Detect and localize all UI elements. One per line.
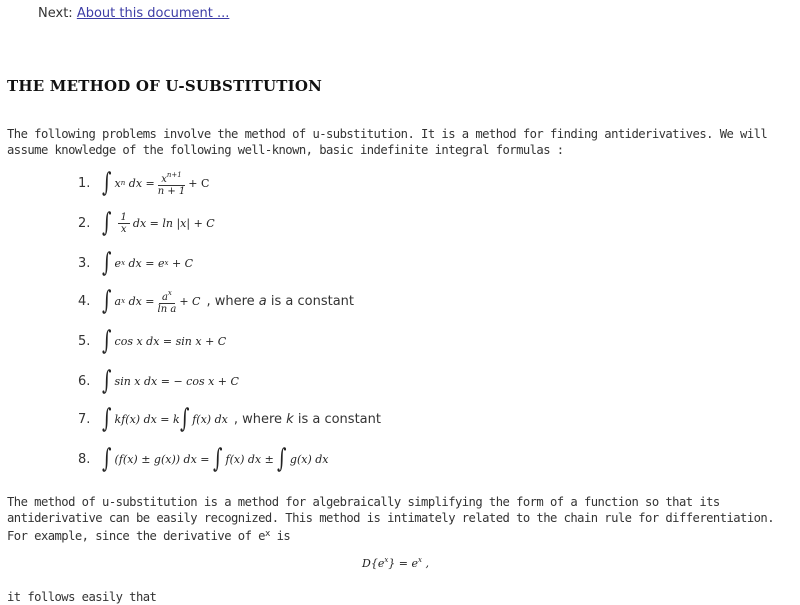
paragraph-text: The method of u-substitution is a method for algebraically simplifying the form of a function so that its antiderivative can be easily recognized. This method is intimately related to the chain rule for differentiation. For example, since the derivative of e: [7, 495, 774, 543]
expression: cos x dx = sin x + C: [114, 334, 227, 348]
integral-symbol: ∫: [102, 404, 112, 434]
integral-symbol: ∫: [179, 404, 190, 434]
formula-item-7: [78, 404, 381, 434]
next-link-about-document[interactable]: About this document ...: [76, 6, 230, 21]
term: dx = ln |x| + C: [132, 216, 215, 230]
formula-number: 4.: [78, 293, 91, 309]
formula-number: 3.: [78, 255, 91, 271]
formula-1: [102, 170, 209, 197]
expression: f(x) dx ±: [225, 452, 274, 466]
denominator: ln a: [157, 303, 177, 315]
integral-symbol: ∫: [102, 286, 112, 316]
term: x: [114, 176, 121, 190]
formula-number: 6.: [78, 373, 91, 389]
formula-item-5: [78, 326, 226, 356]
numerator: 1: [118, 212, 130, 224]
numerator: a: [161, 291, 168, 303]
expression: f(x) dx: [192, 412, 228, 426]
formula-number: 1.: [78, 175, 91, 191]
formula-item-4: [78, 286, 354, 316]
body-paragraph: [7, 494, 793, 544]
expression: sin x dx = − cos x + C: [114, 374, 239, 388]
term: dx =: [128, 294, 155, 308]
term: ,: [421, 557, 429, 570]
denominator: x: [120, 223, 127, 235]
exponent: x: [121, 259, 126, 267]
denominator: n + 1: [157, 185, 186, 197]
term: + C: [188, 176, 210, 190]
formula-item-6: [78, 366, 239, 396]
note-text: , where: [233, 411, 287, 427]
expression: (f(x) ± g(x)) dx =: [114, 452, 210, 466]
expression: g(x) dx: [289, 452, 329, 466]
formula-number: 7.: [78, 411, 91, 427]
formula-item-1: [78, 168, 209, 198]
integral-symbol: ∫: [277, 444, 287, 474]
formula-8: [102, 446, 328, 472]
formula-6: [102, 368, 239, 394]
integral-symbol: ∫: [102, 208, 112, 238]
note-text: is a constant: [266, 293, 355, 309]
formula-item-2: [78, 208, 215, 238]
exponent: n+1: [166, 170, 182, 179]
intro-paragraph: The following problems involve the method of u-substitution. It is a method for finding antiderivatives. We will assume knowledge of the following well-known, basic indefinite integral formulas :: [7, 127, 768, 157]
formula-2: [102, 210, 215, 236]
formula-4: [102, 288, 200, 315]
formula-note: [234, 412, 381, 427]
term: } = e: [388, 557, 418, 570]
integral-symbol: ∫: [102, 248, 112, 278]
formula-5: [102, 328, 226, 354]
formula-note: [206, 294, 354, 309]
note-text: , where: [206, 293, 259, 309]
integral-symbol: ∫: [102, 168, 112, 198]
term: e: [114, 256, 122, 270]
integral-symbol: ∫: [102, 326, 112, 356]
term: + C: [171, 256, 194, 270]
expression: kf(x) dx = k: [114, 412, 180, 426]
fraction: [118, 212, 130, 235]
trailing-paragraph: it follows easily that: [7, 590, 157, 604]
fraction: [158, 170, 186, 197]
term: a: [114, 294, 122, 308]
formula-3: [102, 250, 193, 276]
formula-item-3: [78, 248, 193, 278]
term: dx = e: [128, 256, 165, 270]
exponent: x: [264, 529, 270, 539]
fraction: [158, 288, 177, 315]
note-text: is a constant: [293, 411, 381, 427]
note-variable: k: [286, 411, 294, 427]
integral-symbol: ∫: [102, 366, 112, 396]
exponent: x: [167, 288, 172, 297]
integral-symbol: ∫: [102, 444, 112, 474]
formula-number: 5.: [78, 333, 91, 349]
formula-item-8: [78, 444, 328, 474]
term: dx =: [128, 176, 155, 190]
note-variable: a: [258, 293, 267, 309]
integral-symbol: ∫: [213, 444, 223, 474]
paragraph-text: is: [269, 529, 291, 543]
page-title: THE METHOD OF U-SUBSTITUTION: [7, 77, 323, 95]
formula-number: 2.: [78, 215, 91, 231]
numerator: x: [161, 173, 167, 185]
term: D{e: [362, 557, 385, 570]
exponent: x: [418, 556, 422, 564]
exponent: x: [384, 556, 389, 564]
navigation-bar: [38, 6, 229, 21]
exponent: n: [120, 179, 126, 187]
formula-number: 8.: [78, 451, 91, 467]
exponent: x: [121, 297, 126, 305]
example-equation: [362, 556, 429, 570]
formula-7: [102, 406, 228, 432]
term: + C: [179, 294, 201, 308]
next-label: Next:: [38, 6, 73, 21]
exponent: x: [164, 259, 169, 267]
